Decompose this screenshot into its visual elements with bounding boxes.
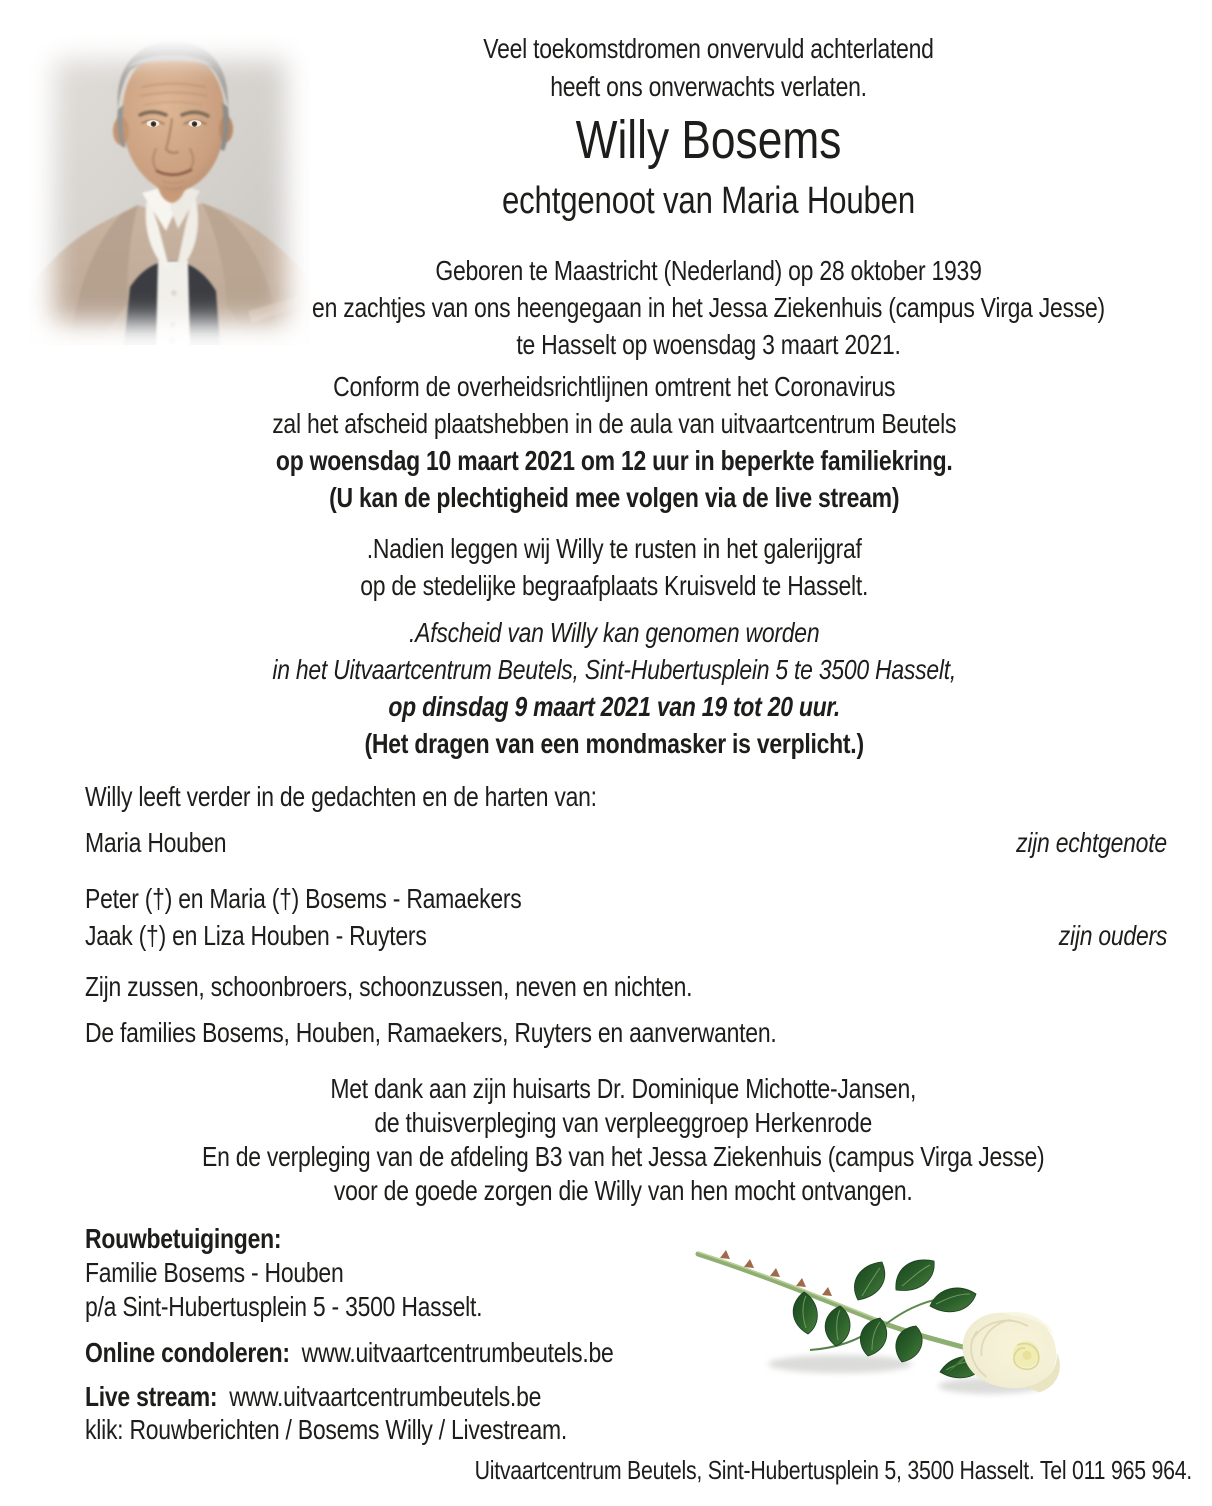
- online-condolence-url: www.uitvaartcentrumbeutels.be: [301, 1337, 614, 1368]
- family-relation: zijn echtgenote: [1016, 827, 1167, 858]
- footer-line: Uitvaartcentrum Beutels, Sint-Hubertusplein 5, 3500 Hasselt. Tel 011 965 964.: [474, 1455, 1192, 1485]
- family-row-parents: [85, 880, 1167, 954]
- life-block: [296, 252, 1122, 363]
- life-line-3: te Hasselt op woensdag 3 maart 2021.: [516, 329, 901, 360]
- livestream-instructions: klik: Rouwberichten / Bosems Willy / Livestream.: [85, 1414, 567, 1445]
- deceased-name: Willy Bosems: [575, 110, 842, 170]
- farewell-line-2: in het Uitvaartcentrum Beutels, Sint-Hubertusplein 5 te 3500 Hasselt,: [272, 654, 957, 685]
- intro-block: [296, 30, 1122, 106]
- portrait-illustration: [30, 35, 310, 345]
- family-member-name: Peter (†) en Maria (†) Bosems - Ramaekers: [85, 883, 522, 914]
- online-condolence-label: Online condoleren:: [85, 1337, 290, 1368]
- farewell-line-1: .Afscheid van Willy kan genomen worden: [409, 617, 820, 648]
- condolence-line-1: Familie Bosems - Houben: [85, 1257, 344, 1288]
- ceremony-line-4: (U kan de plechtigheid mee volgen via de live stream): [329, 482, 900, 513]
- ceremony-line-1: Conform de overheidsrichtlijnen omtrent het Coronavirus: [333, 371, 896, 402]
- ceremony-line-2: zal het afscheid plaatshebben in de aula van uitvaartcentrum Beutels: [272, 408, 957, 439]
- intro-line-1: Veel toekomstdromen onvervuld achterlatend: [483, 33, 934, 64]
- white-rose-illustration: [690, 1242, 1075, 1402]
- intro-line-2: heeft ons onverwachts verlaten.: [550, 71, 867, 102]
- relatives-line-1: Zijn zussen, schoonbroers, schoonzussen, neven en nichten.: [85, 971, 693, 1002]
- family-member-name: Jaak (†) en Liza Houben - Ruyters: [85, 920, 427, 951]
- farewell-line-4: (Het dragen van een mondmasker is verplicht.): [364, 728, 864, 759]
- life-line-1: Geboren te Maastricht (Nederland) op 28 oktober 1939: [435, 255, 982, 286]
- thorns: [720, 1250, 832, 1296]
- burial-block: [109, 530, 1103, 604]
- livestream-label: Live stream:: [85, 1381, 218, 1412]
- ceremony-block: [109, 368, 1103, 516]
- spouse-line: echtgenoot van Maria Houben: [501, 180, 916, 222]
- family-row-spouse: [85, 824, 1167, 861]
- thanks-line-1: Met dank aan zijn huisarts Dr. Dominique Michotte-Jansen,: [330, 1073, 917, 1104]
- livestream-url: www.uitvaartcentrumbeutels.be: [229, 1381, 542, 1412]
- thanks-block: [109, 1072, 1103, 1208]
- farewell-line-3: op dinsdag 9 maart 2021 van 19 tot 20 uur.: [388, 691, 840, 722]
- condolence-line-2: p/a Sint-Hubertusplein 5 - 3500 Hasselt.: [85, 1291, 483, 1322]
- ceremony-line-3: op woensdag 10 maart 2021 om 12 uur in beperkte familiekring.: [275, 445, 953, 476]
- condolence-title: Rouwbetuigingen:: [85, 1223, 282, 1254]
- burial-line-1: .Nadien leggen wij Willy te rusten in het galerijgraf: [366, 533, 862, 564]
- family-relation: zijn ouders: [1058, 920, 1167, 951]
- life-line-2: en zachtjes van ons heengegaan in het Jessa Ziekenhuis (campus Virga Jesse): [312, 292, 1105, 323]
- family-member-name: Maria Houben: [85, 827, 227, 858]
- burial-line-2: op de stedelijke begraafplaats Kruisveld te Hasselt.: [360, 570, 869, 601]
- farewell-block: [109, 614, 1103, 762]
- thanks-line-2: de thuisverpleging van verpleeggroep Herkenrode: [374, 1107, 873, 1138]
- portrait-photo: [30, 35, 310, 345]
- remembrance-intro: Willy leeft verder in de gedachten en de harten van:: [85, 781, 597, 812]
- relatives-line-2: De families Bosems, Houben, Ramaekers, Ruyters en aanverwanten.: [85, 1017, 777, 1048]
- rose-image: [690, 1242, 1075, 1402]
- thanks-line-3: En de verpleging van de afdeling B3 van het Jessa Ziekenhuis (campus Virga Jesse): [201, 1141, 1045, 1172]
- thanks-line-4: voor de goede zorgen die Willy van hen mocht ontvangen.: [333, 1175, 913, 1206]
